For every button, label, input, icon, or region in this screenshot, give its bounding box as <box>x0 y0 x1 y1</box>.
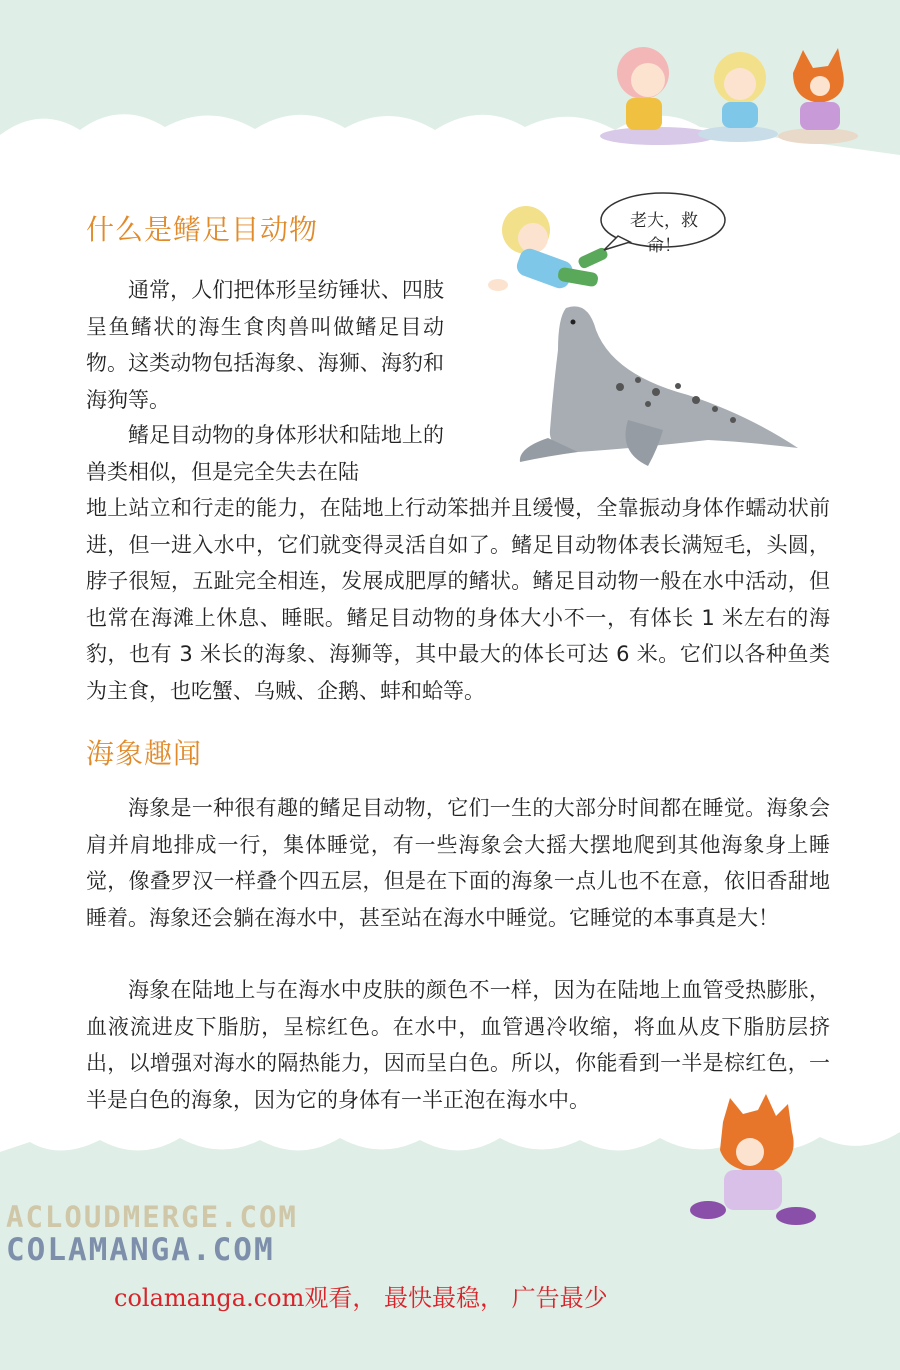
section-title-walrus-facts: 海象趣闻 <box>86 737 203 770</box>
paragraph-pinnipeds-definition: 通常，人们把体形呈纺锤状、四肢呈鱼鳍状的海生食肉兽叫做鳍足目动物。这类动物包括海象、海狮、海豹和海狗等。 <box>86 278 444 412</box>
paragraph-pinnipeds-body-start: 鳍足目动物的身体形状和陆地上的兽类相似，但是完全失去在陆 <box>86 423 444 484</box>
paragraph-walrus-sleep: 海象是一种很有趣的鳍足目动物，它们一生的大部分时间都在睡觉。海象会肩并肩地排成一行，集体睡觉，有一些海象会大摇大摆地爬到其他海象身上睡觉，像叠罗汉一样叠个四五层，但是在下面的海象一点儿也不在意，依旧香甜地睡着。海象还会躺在海水中，甚至站在海水中睡觉。它睡觉的本事真是大！ <box>86 796 830 930</box>
sitting-bear-character <box>688 1092 828 1232</box>
three-kids-illustration <box>598 28 860 146</box>
watermark-colamanga: COLAMANGA.COM <box>6 1232 275 1268</box>
speech-bubble-text: 老大，救命！ <box>630 211 698 256</box>
paragraph-pinnipeds-body-continued: 地上站立和行走的能力，在陆地上行动笨拙并且缓慢，全靠振动身体作蠕动状前进，但一进入水中，它们就变得灵活自如了。鳍足目动物体表长满短毛，头圆，脖子很短，五趾完全相连，发展成肥厚的鳍状。鳍足目动物一般在水中活动，但也常在海滩上休息、睡眠。鳍足目动物的身体大小不一，有体长 1 米左右的海豹，也有 3 米长的海象、海狮等，其中最大的体长可达 6 米。它们以各种鱼类为主食，也吃蟹、乌贼、企鹅、蚌和蛤等。 <box>86 496 830 703</box>
site-notice: colamanga.com观看， 最快最稳， 广告最少 <box>114 1284 608 1312</box>
paragraph-walrus-color: 海象在陆地上与在海水中皮肤的颜色不一样，因为在陆地上血管受热膨胀，血液流进皮下脂肪，呈棕红色。在水中，血管遇冷收缩，将血从皮下脂肪层挤出，以增强对海水的隔热能力，因而呈白色。所以，你能看到一半是棕红色，一半是白色的海象，因为它的身体有一半正泡在海水中。 <box>86 978 830 1112</box>
section-title-pinnipeds: 什么是鳍足目动物 <box>86 213 319 246</box>
watermark-acloudmerge: ACLOUDMERGE.COM <box>6 1200 298 1234</box>
